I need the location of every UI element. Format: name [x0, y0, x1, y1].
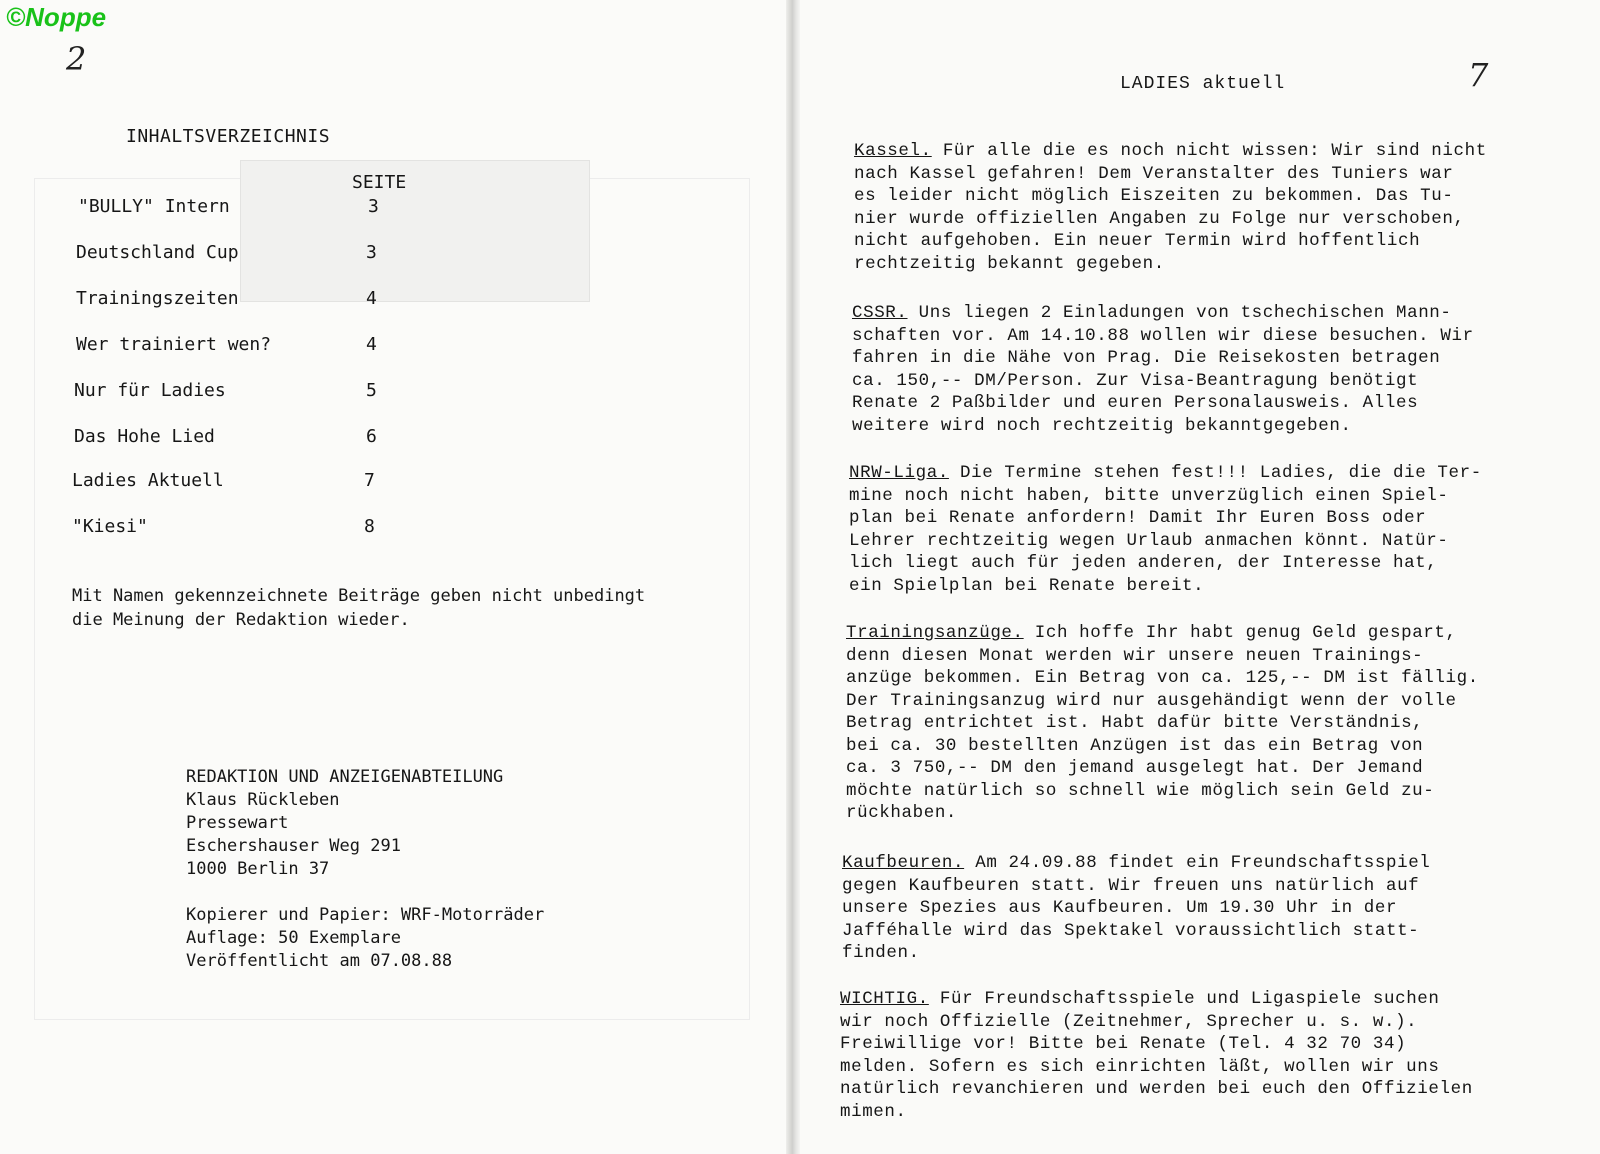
toc-entry-page: 6 — [366, 426, 377, 447]
toc-entry-page: 3 — [368, 196, 379, 217]
article-section — [852, 302, 1474, 437]
right-page-number: 7 — [1468, 56, 1489, 94]
toc-page-column-label: SEITE — [352, 172, 407, 193]
section-line: Freiwillige vor! Bitte bei Renate (Tel. 4 32 70 34) — [840, 1034, 1407, 1054]
section-line: denn diesen Monat werden wir unsere neuen Trainings- — [846, 645, 1424, 666]
show-through-logo — [240, 160, 590, 302]
toc-entry-title: Wer trainiert wen? — [76, 334, 272, 355]
editorial-address — [186, 766, 503, 881]
section-heading: NRW-Liga. — [849, 463, 949, 483]
section-line: Ich hoffe Ihr habt genug Geld gespart, — [1023, 623, 1457, 643]
toc-entry-page: 4 — [366, 334, 377, 355]
section-line: Jafféhalle wird das Spektakel voraussichtlich statt- — [842, 920, 1420, 941]
toc-title: INHALTSVERZEICHNIS — [126, 126, 331, 147]
print-info — [186, 904, 544, 973]
toc-entry-page: 3 — [366, 242, 377, 263]
section-line: natürlich revanchieren und werden bei euch den Offizielen — [840, 1079, 1473, 1099]
section-line: gegen Kaufbeuren statt. Wir freuen uns natürlich auf — [842, 875, 1420, 896]
section-line: melden. Sofern es sich einrichten läßt, wollen wir uns — [840, 1056, 1440, 1077]
address-line: Eschershauser Weg 291 — [186, 836, 401, 856]
section-line: anzüge bekommen. Ein Betrag von ca. 125,-- DM ist fällig. — [846, 668, 1479, 688]
section-line: Am 24.09.88 findet ein Freundschaftsspiel — [964, 853, 1431, 873]
toc-entry-title: Nur für Ladies — [74, 380, 226, 401]
note-line: die Meinung der Redaktion wieder. — [72, 610, 410, 630]
section-line: weitere wird noch rechtzeitig bekanntgegeben. — [852, 415, 1352, 436]
section-line: Lehrer rechtzeitig wegen Urlaub anmachen könnt. Natür- — [849, 530, 1449, 551]
article-section — [854, 140, 1487, 275]
toc-entry-page: 8 — [364, 516, 375, 537]
section-line: Uns liegen 2 Einladungen von tschechischen Mann- — [907, 303, 1452, 323]
section-line: Für Freundschaftsspiele und Ligaspiele suchen — [928, 989, 1440, 1009]
article-section — [849, 462, 1482, 597]
section-line: ca. 150,-- DM/Person. Zur Visa-Beantragung benötigt — [852, 370, 1419, 391]
section-line: rückhaben. — [846, 803, 958, 823]
section-line: rechtzeitig bekannt gegeben. — [854, 253, 1165, 274]
section-line: schaften vor. Am 14.10.88 wollen wir diese besuchen. Wir — [852, 325, 1474, 346]
watermark: ©Noppe — [6, 2, 107, 32]
address-line: 1000 Berlin 37 — [186, 859, 330, 879]
toc-entry-title: Ladies Aktuell — [72, 470, 224, 491]
section-line: nicht aufgehoben. Ein neuer Termin wird hoffentlich — [854, 231, 1421, 251]
address-line: REDAKTION UND ANZEIGENABTEILUNG — [186, 767, 504, 787]
section-line: nach Kassel gefahren! Dem Veranstalter des Tuniers war — [854, 163, 1454, 184]
section-line: ein Spielplan bei Renate bereit. — [849, 575, 1205, 596]
section-line: finden. — [842, 943, 920, 963]
section-line: Der Trainingsanzug wird nur ausgehändigt wenn der volle — [846, 690, 1457, 711]
article-section — [846, 622, 1479, 825]
toc-entry-page: 5 — [366, 380, 377, 401]
section-line: mine noch nicht haben, bitte unverzüglich einen Spiel- — [849, 485, 1449, 506]
section-line: Die Termine stehen fest!!! Ladies, die die Ter- — [948, 463, 1482, 483]
section-heading: Kaufbeuren. — [842, 853, 965, 873]
section-line: plan bei Renate anfordern! Damit Ihr Euren Boss oder — [849, 508, 1427, 528]
section-line: Renate 2 Paßbilder und euren Personalausweis. Alles — [852, 393, 1419, 413]
section-heading: WICHTIG. — [840, 989, 929, 1009]
address-line: Pressewart — [186, 813, 289, 833]
toc-entry-title: "BULLY" Intern — [78, 196, 230, 217]
section-line: wir noch Offizielle (Zeitnehmer, Sprecher u. s. w.). — [840, 1011, 1418, 1032]
toc-entry-page: 7 — [364, 470, 375, 491]
left-page-number: 2 — [66, 40, 87, 78]
toc-entry-title: "Kiesi" — [72, 516, 148, 537]
section-line: unsere Spezies aus Kaufbeuren. Um 19.30 Uhr in der — [842, 898, 1398, 918]
article-section — [842, 852, 1430, 965]
toc-entry-title: Trainingszeiten — [76, 288, 239, 309]
print-line: Auflage: 50 Exemplare — [186, 928, 401, 948]
section-line: lich liegt auch für jeden anderen, der Interesse hat, — [849, 553, 1438, 573]
section-heading: Kassel. — [854, 141, 932, 161]
toc-entry-title: Deutschland Cup — [76, 242, 239, 263]
print-line: Kopierer und Papier: WRF-Motorräder — [186, 905, 545, 925]
section-line: es leider nicht möglich Eiszeiten zu bekommen. Das Tu- — [854, 186, 1454, 206]
section-heading: CSSR. — [852, 303, 908, 323]
address-line: Klaus Rückleben — [186, 790, 340, 810]
print-line: Veröffentlicht am 07.08.88 — [186, 951, 453, 971]
section-line: fahren in die Nähe von Prag. Die Reisekosten betragen — [852, 348, 1441, 368]
article-heading: LADIES aktuell — [1120, 74, 1286, 94]
section-line: möchte natürlich so schnell wie möglich sein Geld zu- — [846, 780, 1435, 801]
section-line: bei ca. 30 bestellten Anzügen ist das ein Betrag von — [846, 735, 1424, 756]
note-line: Mit Namen gekennzeichnete Beiträge geben nicht unbedingt — [72, 586, 646, 606]
section-line: Für alle die es noch nicht wissen: Wir sind nicht — [931, 141, 1487, 161]
section-line: mimen. — [840, 1101, 907, 1122]
section-heading: Trainingsanzüge. — [846, 623, 1024, 643]
section-line: Betrag entrichtet ist. Habt dafür bitte Verständnis, — [846, 713, 1424, 733]
toc-entry-title: Das Hohe Lied — [74, 426, 215, 447]
article-section — [840, 988, 1473, 1123]
editorial-disclaimer — [72, 584, 645, 632]
toc-entry-page: 4 — [366, 288, 377, 309]
page-gutter — [786, 0, 800, 1154]
section-line: ca. 3 750,-- DM den jemand ausgelegt hat. Der Jemand — [846, 758, 1424, 778]
section-line: nier wurde offiziellen Angaben zu Folge nur verschoben, — [854, 208, 1465, 229]
